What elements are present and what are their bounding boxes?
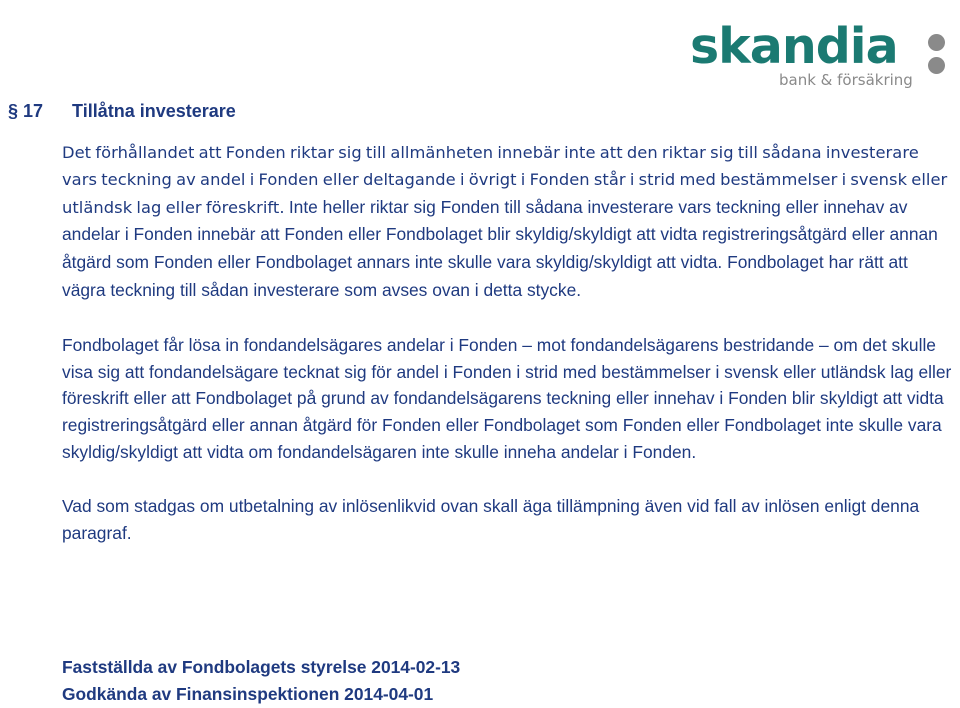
logo-dots-icon — [926, 34, 950, 74]
approved-date-line: Godkända av Finansinspektionen 2014-04-01 — [62, 684, 434, 704]
section-heading — [8, 98, 236, 124]
logo-wordmark: skandia — [690, 18, 898, 75]
adoption-info — [62, 654, 460, 708]
section-title: Tillåtna investerare — [72, 101, 236, 121]
paragraph-part-continuation: Inte heller riktar sig Fonden till sådana investerare vars teckning eller innehav av andelar i Fonden innebär att Fonden eller Fondbolaget blir skyldig/skyldigt att vidta registreringsåtgärd eller annan åtgärd som Fonden eller Fondbolaget annars inte skulle vara skyldig/skyldigt att vidta. Fondbolaget har rätt att vägra teckning till sådan investerare som avses ovan i detta stycke. — [62, 196, 938, 300]
section-number: 17 — [23, 101, 44, 121]
logo-dot-top — [928, 34, 945, 51]
skandia-logo — [690, 18, 952, 96]
paragraph-part-intro: Det förhållandet att Fonden riktar sig till allmänheten innebär inte att den riktar sig till sådana investerare vars teckning av andel i Fonden eller deltagande i övrigt i Fonden står i strid med bestämmelser i svensk eller utländsk lag eller föreskrift. — [62, 143, 948, 217]
section-symbol: § — [8, 101, 19, 121]
paragraph-investor-restrictions — [62, 140, 954, 305]
logo-tagline: bank & försäkring — [779, 71, 913, 89]
paragraph-redemption-right: Fondbolaget får lösa in fondandelsägares andelar i Fonden – mot fondandelsägarens bestridande – om det skulle visa sig att fondandelsägare tecknat sig för andel i Fonden i strid med bestämmelser i svensk eller utländsk lag eller föreskrift eller att Fondbolaget på grund av fondandelsägarens teckning eller innehav i Fonden blir skyldigt att vidta registreringsåtgärd eller annan åtgärd för Fonden eller Fondbolaget som Fonden eller Fondbolaget inte skulle vara skyldig/skyldigt att vidta om fondandelsägaren inte skulle inneha andelar i Fonden. — [62, 334, 952, 462]
section-body — [62, 140, 954, 546]
established-date-line: Fastställda av Fondbolagets styrelse 2014-02-13 — [62, 657, 461, 677]
logo-dot-bottom — [928, 57, 945, 74]
paragraph-payment-application: Vad som stadgas om utbetalning av inlösenlikvid ovan skall äga tillämpning även vid fall av inlösen enligt denna paragraf. — [62, 495, 920, 543]
